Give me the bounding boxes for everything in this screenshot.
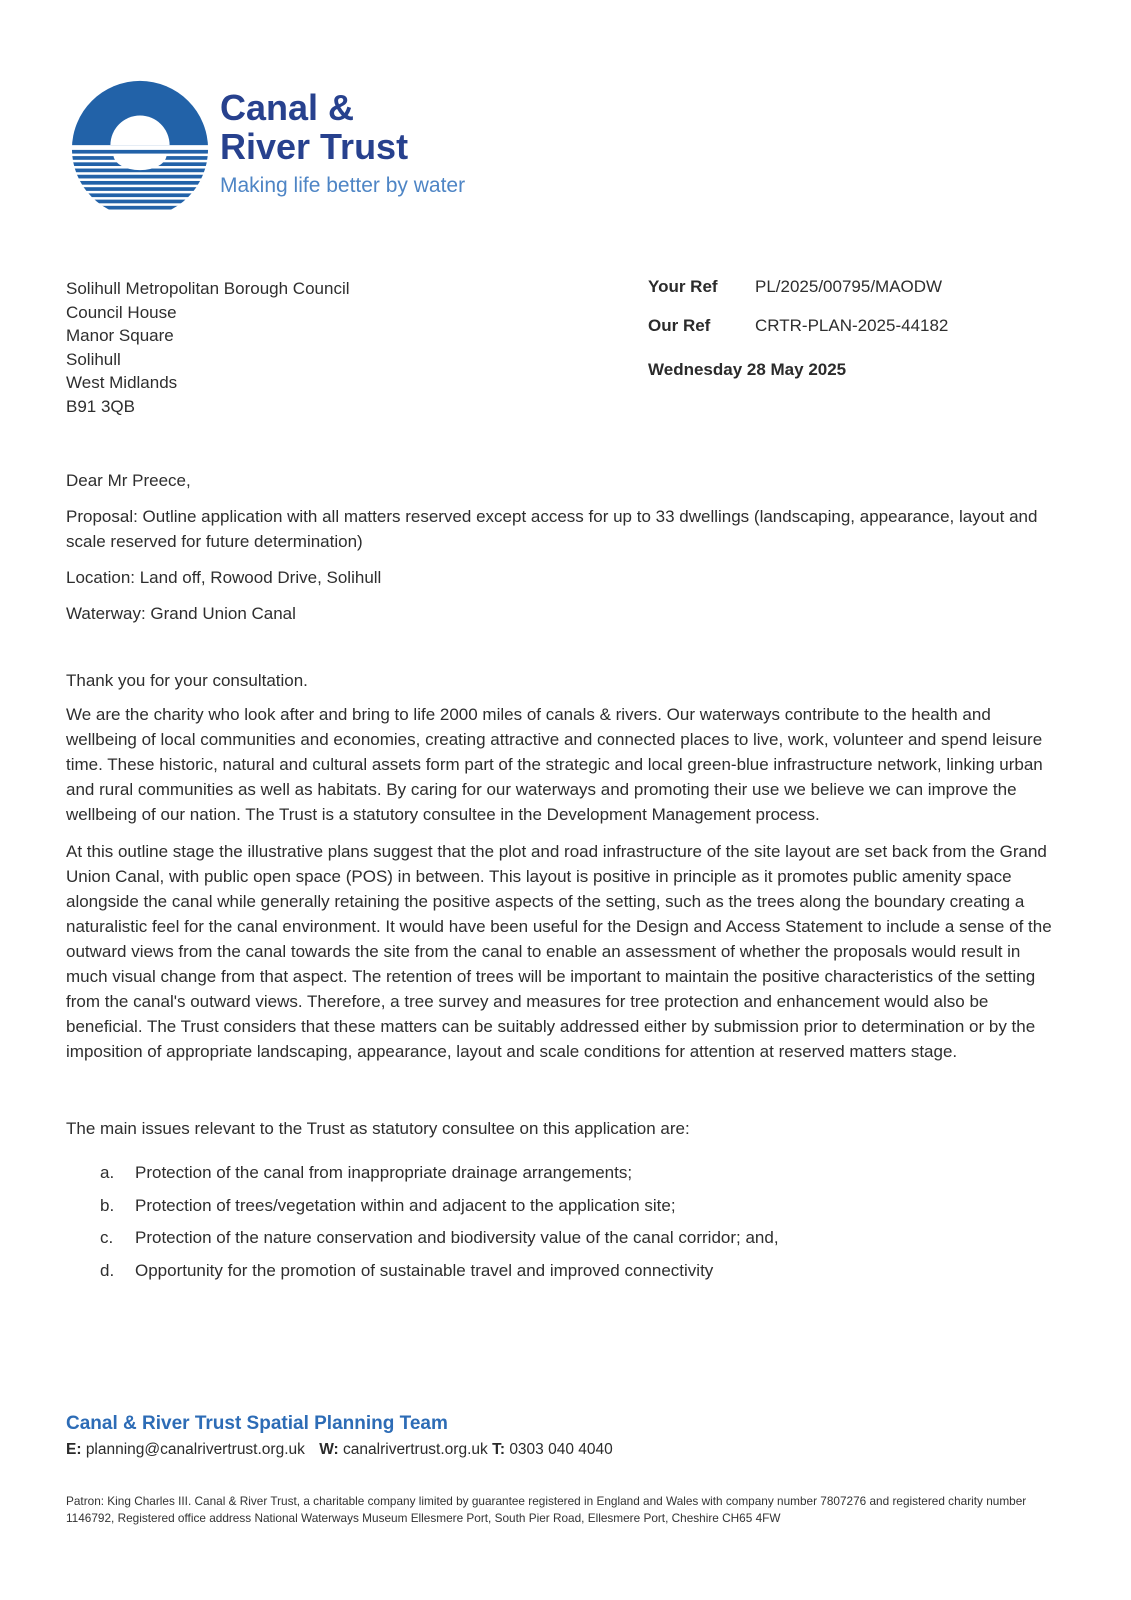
issue-text: Protection of the nature conservation and biodiversity value of the canal corridor; and,	[135, 1228, 779, 1247]
web-label: W:	[319, 1441, 339, 1458]
contact-line	[66, 1441, 1071, 1459]
recipient-line: West Midlands	[66, 373, 178, 392]
legal-text: Patron: King Charles III. Canal & River Trust, a charitable company limited by guarantee registered in England and Wales with company number 7807276 and registered charity number 1146792, Registered office address National Waterways Museum Ellesmere Port, South Pier Road, Ellesmere Port, Cheshire CH65 4FW	[66, 1494, 1027, 1525]
logo-wordmark-line1: Canal &	[220, 87, 355, 128]
logo-wordmark-line2: River Trust	[220, 126, 409, 167]
issue-marker: b.	[100, 1195, 115, 1215]
charity-paragraph: We are the charity who look after and bring to life 2000 miles of canals & rivers. Our waterways contribute to the health and wellbeing of local communities and economies, creating attractive and connected places to live, work, volunteer and spend leisure time. These historic, natural and cultural assets form part of the strategic and local green-blue infrastructure network, linking urban and rural communities as well as habitats. By caring for our waterways and promoting their use we believe we can improve the wellbeing of our nation. The Trust is a statutory consultee in the Development Management process.	[66, 705, 1043, 824]
recipient-line: Solihull	[66, 349, 121, 369]
issue-item-b	[66, 1193, 1065, 1220]
your-ref-label: Your Ref	[648, 277, 718, 296]
letter-date: Wednesday 28 May 2025	[648, 360, 847, 379]
web-value: canalrivertrust.org.uk	[343, 1441, 488, 1458]
recipient-address	[66, 277, 350, 418]
our-ref-label: Our Ref	[648, 316, 711, 335]
waterway-line: Waterway: Grand Union Canal	[66, 604, 296, 623]
letter-footer	[66, 1413, 1071, 1526]
issue-marker: d.	[100, 1260, 115, 1280]
issue-text: Protection of trees/vegetation within and adjacent to the application site;	[135, 1195, 676, 1215]
recipient-line: Manor Square	[66, 326, 174, 345]
our-ref-row	[648, 316, 1065, 336]
proposal-line: Proposal: Outline application with all matters reserved except access for up to 33 dwellings (landscaping, appearance, layout and scale reserved for future determination)	[66, 507, 1038, 551]
canal-river-trust-logo-icon	[66, 75, 214, 223]
reference-block	[648, 277, 1065, 418]
issue-item-a	[66, 1160, 1065, 1187]
tel-value: 0303 040 4040	[509, 1441, 613, 1458]
recipient-line: Council House	[66, 302, 177, 322]
your-ref-value: PL/2025/00795/MAODW	[755, 277, 943, 296]
letter-body	[0, 468, 1131, 1284]
thanks-paragraph: Thank you for your consultation.	[66, 671, 308, 690]
logo-tagline: Making life better by water	[220, 174, 466, 197]
issues-intro: The main issues relevant to the Trust as statutory consultee on this application are:	[66, 1119, 690, 1138]
assessment-paragraph: At this outline stage the illustrative plans suggest that the plot and road infrastructure of the site layout are set back from the Grand Union Canal, with public open space (POS) in between. This layout is positive in principle as it promotes public amenity space alongside the canal while generally retaining the positive aspects of the setting, such as the trees along the boundary creating a naturalistic feel for the canal environment. It would have been useful for the Design and Access Statement to include a sense of the outward views from the canal towards the site from the canal to enable an assessment of whether the proposals would result in much visual change from that aspect. The retention of trees will be important to maintain the positive characteristics of the setting from the canal's outward views. Therefore, a tree survey and measures for tree protection and enhancement would also be beneficial. The Trust considers that these matters can be suitably addressed either by submission prior to determination or by the imposition of appropriate landscaping, appearance, layout and scale conditions for attention at reserved matters stage.	[66, 842, 1052, 1061]
team-title: Canal & River Trust Spatial Planning Team	[66, 1413, 448, 1434]
issues-list	[66, 1160, 1065, 1284]
issue-marker: c.	[100, 1228, 114, 1247]
your-ref-row	[648, 277, 1065, 297]
issue-item-c	[66, 1225, 1065, 1252]
our-ref-value: CRTR-PLAN-2025-44182	[755, 316, 949, 335]
salutation: Dear Mr Preece,	[66, 471, 191, 490]
address-and-refs	[0, 277, 1131, 418]
email-value: planning@canalrivertrust.org.uk	[85, 1441, 305, 1458]
recipient-line: B91 3QB	[66, 396, 135, 416]
location-line: Location: Land off, Rowood Drive, Solihull	[66, 568, 382, 587]
issue-marker: a.	[100, 1163, 115, 1182]
issue-text: Protection of the canal from inappropriate drainage arrangements;	[135, 1163, 633, 1182]
crt-logo	[66, 75, 1065, 223]
recipient-line: Solihull Metropolitan Borough Council	[66, 279, 350, 298]
tel-label: T:	[492, 1441, 505, 1458]
issue-text: Opportunity for the promotion of sustainable travel and improved connectivity	[135, 1260, 714, 1280]
letterhead	[0, 0, 1131, 223]
logo-text	[220, 75, 465, 198]
email-label: E:	[66, 1441, 82, 1458]
issue-item-d	[66, 1258, 1065, 1285]
